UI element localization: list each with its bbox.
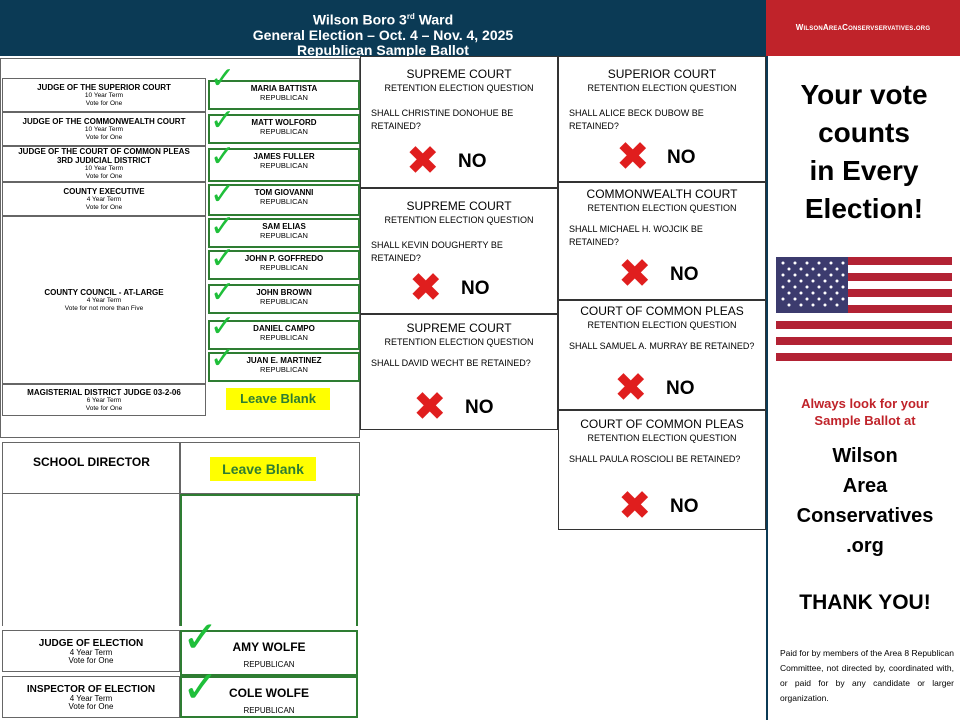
- retention-question: COURT OF COMMON PLEAS RETENTION ELECTION QUESTION SHALL SAMUEL A. MURRAY BE RETAINED?: [558, 300, 766, 410]
- check-icon: ✓: [210, 139, 236, 174]
- info-panel: [766, 56, 960, 720]
- check-icon: ✓: [210, 61, 236, 96]
- candidate-box[interactable]: MARIA BATTISTA REPUBLICAN: [208, 80, 360, 110]
- divider: [180, 494, 182, 626]
- ballot-left: [0, 56, 362, 720]
- check-icon: ✓: [210, 177, 236, 212]
- race-magisterial-judge: MAGISTERIAL DISTRICT JUDGE 03-2-06 6 Year Term Vote for One: [2, 384, 206, 416]
- leave-blank-label: Leave Blank: [226, 388, 330, 410]
- retention-question: SUPERIOR COURT RETENTION ELECTION QUESTION SHALL ALICE BECK DUBOW BE RETAINED?: [558, 56, 766, 182]
- check-icon: ✓: [182, 662, 219, 713]
- leave-blank-label: Leave Blank: [210, 457, 316, 481]
- race-superior-court: JUDGE OF THE SUPERIOR COURT 10 Year Term Vote for One: [2, 78, 206, 112]
- x-mark-icon: ✖: [406, 138, 440, 184]
- check-icon: ✓: [210, 275, 236, 310]
- race-common-pleas: JUDGE OF THE COURT OF COMMON PLEAS 3RD JUDICIAL DISTRICT 10 Year Term Vote for One: [2, 146, 206, 182]
- thank-you: THANK YOU!: [799, 591, 931, 614]
- header-election: General Election – Oct. 4 – Nov. 4, 2025: [252, 26, 514, 43]
- retention-question: SUPREME COURT RETENTION ELECTION QUESTION SHALL DAVID WECHT BE RETAINED?: [360, 314, 558, 430]
- check-icon: ✓: [210, 309, 236, 344]
- x-mark-icon: ✖: [618, 251, 652, 297]
- answer-no: NO: [667, 147, 696, 168]
- candidate-box[interactable]: JUAN E. MARTINEZ REPUBLICAN: [208, 352, 360, 382]
- us-flag-icon: [776, 257, 952, 361]
- sample-ballot-reminder: Always look for your Sample Ballot at: [801, 396, 929, 428]
- divider: [180, 494, 360, 496]
- race-judge-of-election: JUDGE OF ELECTION 4 Year Term Vote for One: [2, 630, 180, 672]
- race-commonwealth-court: JUDGE OF THE COMMONWEALTH COURT 10 Year Term Vote for One: [2, 112, 206, 146]
- x-mark-icon: ✖: [616, 134, 650, 180]
- candidate-box[interactable]: SAM ELIAS REPUBLICAN: [208, 218, 360, 248]
- empty-section: [2, 494, 180, 626]
- school-director-race: SCHOOL DIRECTOR: [2, 442, 180, 494]
- retention-question: COMMONWEALTH COURT RETENTION ELECTION QUESTION SHALL MICHAEL H. WOJCIK BE RETAINED?: [558, 182, 766, 300]
- brand-url: WilsonAreaConservservatives.org: [766, 0, 960, 56]
- header-ward: Wilson Boro 3rd Ward: [312, 11, 454, 28]
- candidate-box[interactable]: JOHN BROWN REPUBLICAN: [208, 284, 360, 314]
- candidate-box[interactable]: DANIEL CAMPO REPUBLICAN: [208, 320, 360, 350]
- vote-message: Your vote counts in Every Election!: [800, 79, 928, 224]
- answer-no: NO: [666, 378, 695, 399]
- x-mark-icon: ✖: [409, 265, 443, 311]
- race-inspector-of-election: INSPECTOR OF ELECTION 4 Year Term Vote for One: [2, 676, 180, 718]
- race-county-executive: COUNTY EXECUTIVE 4 Year Term Vote for One: [2, 182, 206, 216]
- candidate-box[interactable]: JOHN P. GOFFREDO REPUBLICAN: [208, 250, 360, 280]
- race-county-council: COUNTY COUNCIL - AT-LARGE 4 Year Term Vote for not more than Five: [2, 216, 206, 384]
- answer-no: NO: [465, 397, 494, 418]
- answer-no: NO: [458, 151, 487, 172]
- retention-question: COURT OF COMMON PLEAS RETENTION ELECTION QUESTION SHALL PAULA ROSCIOLI BE RETAINED?: [558, 410, 766, 530]
- x-mark-icon: ✖: [618, 483, 652, 529]
- retention-question: SUPREME COURT RETENTION ELECTION QUESTION SHALL KEVIN DOUGHERTY BE RETAINED?: [360, 188, 558, 314]
- answer-no: NO: [670, 496, 699, 517]
- candidate-box[interactable]: TOM GIOVANNI REPUBLICAN: [208, 184, 360, 216]
- check-icon: ✓: [210, 341, 236, 376]
- candidate-box[interactable]: MATT WOLFORD REPUBLICAN: [208, 114, 360, 144]
- x-mark-icon: ✖: [413, 384, 447, 430]
- retention-question: SUPREME COURT RETENTION ELECTION QUESTION SHALL CHRISTINE DONOHUE BE RETAINED?: [360, 56, 558, 188]
- check-icon: ✓: [210, 209, 236, 244]
- header-title: Republican Sample Ballot: [297, 41, 469, 58]
- website-name: Wilson Area Conservatives .org: [796, 445, 934, 557]
- divider: [356, 494, 358, 626]
- check-icon: ✓: [210, 241, 236, 276]
- answer-no: NO: [670, 264, 699, 285]
- ballot-header: [0, 0, 766, 56]
- check-icon: ✓: [182, 612, 219, 663]
- candidate-box[interactable]: AMY WOLFE REPUBLICAN: [180, 630, 358, 676]
- answer-no: NO: [461, 278, 490, 299]
- check-icon: ✓: [210, 103, 236, 138]
- candidate-box[interactable]: JAMES FULLER REPUBLICAN: [208, 148, 360, 182]
- candidate-box[interactable]: COLE WOLFE REPUBLICAN: [180, 676, 358, 718]
- x-mark-icon: ✖: [614, 365, 648, 411]
- paid-for-disclaimer: Paid for by members of the Area 8 Republican Committee, not directed by, coordinated with, or paid for by any candidate or larger organization.: [780, 648, 954, 703]
